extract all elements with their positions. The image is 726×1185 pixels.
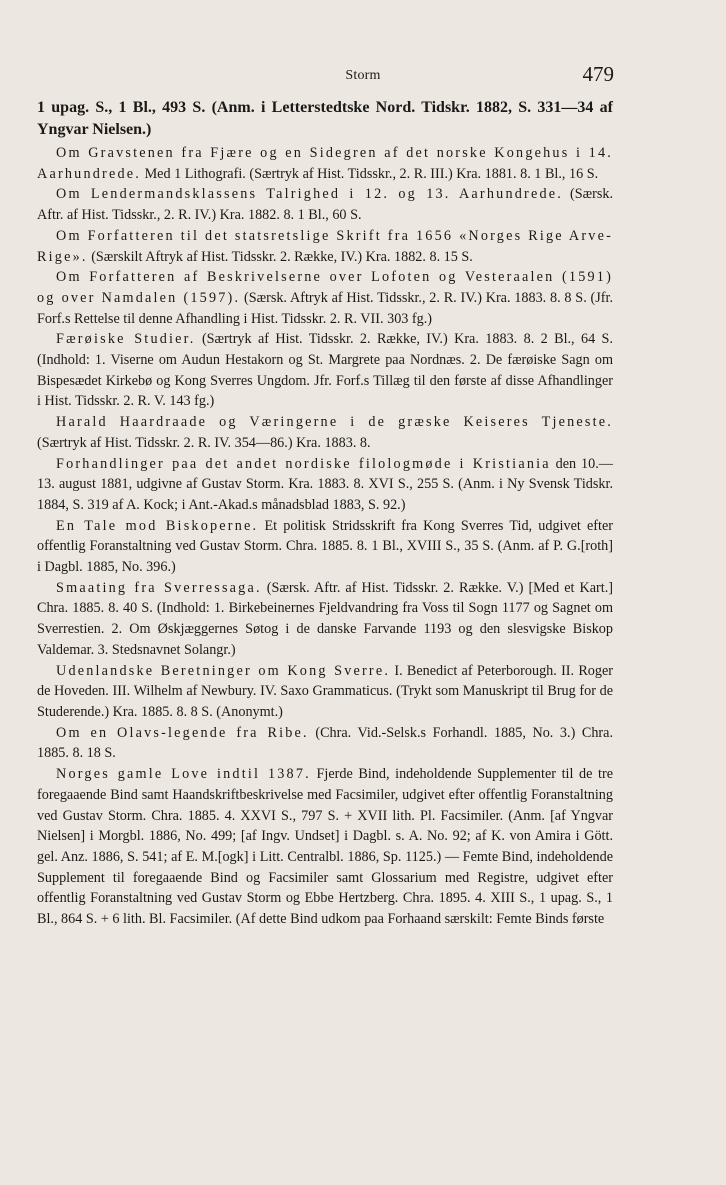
entry-title: Smaating fra Sverressaga. <box>56 579 262 596</box>
bibliography-entry <box>37 412 613 453</box>
entry-details: (Særsk. Aftryk af Hist. Tidsskr., 2. R. IV.) Kra. 1883. 8. 8 S. (Jfr. Forf.s Rettelse til denne Afhandling i Hist. Tidsskr. 2. R. VII. 303 fg.) <box>37 289 613 327</box>
bibliography-text <box>37 97 613 930</box>
bibliography-entry <box>37 516 613 578</box>
bibliography-entry <box>37 143 613 184</box>
entry-details: Fjerde Bind, indeholdende Supplementer til de tre foregaaende Bind samt Haandskriftbeskrivelse med Facsimiler, udgivet efter offentlig Foranstaltning ved Gustav Storm. Chra. 1885. 4. XXVI S., 797 S. + XVII lith. Pl. Facsimiler. (Anm. [af Yngvar Nielsen] i Morgbl. 1886, No. 499; [af Ingv. Undset] i Dagbl. s. A. No. 92; af K. von Amira i Gött. gel. Anz. 1886, S. 541; af E. M.[ogk] i Litt. Centralbl. 1886, Sp. 1125.) — Femte Bind, indeholdende Supplement til foregaaende Bind og Facsimiler samt Glossarium med Registre, udgivet efter offentlig Foranstaltning ved Gustav Storm og Ebbe Hertzberg. Chra. 1895. 4. XIII S., 1 upag. S., 1 Bl., 864 S. + 6 lith. Bl. Facsimiler. (Af dette Bind udkom paa Forhaand særskilt: Femte Binds første <box>37 766 614 928</box>
entry-continuation: 1 upag. S., 1 Bl., 493 S. (Anm. i Letterstedtske Nord. Tidskr. 1882, S. 331—34 af Yngvar Nielsen.) <box>37 99 613 138</box>
entry-details: (Særtryk af Hist. Tidsskr. 2. Række, IV.) Kra. 1883. 8. 2 Bl., 64 S. (Indhold: 1. Viserne om Audun Hestakorn og St. Margrete paa Nordnæs. 2. De færøiske Sagn om Bispesædet Kirkebø og Kong Sverres Ungdom. Jfr. Forf.s Tillæg til den første af disse Afhandlinger i Hist. Tidsskr. 2. R. V. 143 fg.) <box>37 331 613 410</box>
bibliography-entry <box>37 661 613 723</box>
entry-title: Norges gamle Love indtil 1387. <box>56 766 311 783</box>
entry-details: (Chra. Vid.-Selsk.s Forhandl. 1885, No. 3.) Chra. 1885. 8. 18 S. <box>37 724 613 762</box>
entry-title: Om Lendermandsklassens Talrighed i 12. og 13. Aarhundrede. <box>56 186 563 203</box>
page-number: 479 <box>582 62 614 86</box>
bibliography-entry <box>37 578 613 661</box>
entry-title: Harald Haardraade og Væringerne i de græske Keiseres Tjeneste. <box>56 414 613 431</box>
entry-title: Om Gravstenen fra Fjære og en Sidegren af det norske Kongehus i 14. Aarhundrede. <box>37 145 613 182</box>
entry-title: Om en Olavs-legende fra Ribe. <box>56 724 309 741</box>
entry-details: Et politisk Stridsskrift fra Kong Sverres Tid, udgivet efter offentlig Foranstaltning ved Gustav Storm. Chra. 1885. 8. 1 Bl., XVIII S., 35 S. (Anm. af P. G.[roth] i Dagbl. 1885, No. 396.) <box>37 517 613 576</box>
bibliography-entry <box>37 764 613 930</box>
entry-details: I. Benedict af Peterborough. II. Roger de Hoveden. III. Wilhelm af Newbury. IV. Saxo Grammaticus. (Trykt som Manuskript til Brug for de Studerende.) Kra. 1885. 8. 8 S. (Anonymt.) <box>37 662 613 720</box>
entry-details: (Særskilt Aftryk af Hist. Tidsskr. 2. Række, IV.) Kra. 1882. 8. 15 S. <box>87 248 473 265</box>
bibliography-entry <box>37 184 613 225</box>
entry-details: (Særsk. Aftr. af Hist. Tidsskr., 2. R. IV.) Kra. 1882. 8. 1 Bl., 60 S. <box>37 186 614 224</box>
bibliography-entry <box>37 226 613 267</box>
entry-details: (Særsk. Aftr. af Hist. Tidsskr. 2. Række. V.) [Med et Kart.] Chra. 1885. 8. 40 S. (Indhold: 1. Birkebeinernes Fjeldvandring fra Voss til Sogn 1177 og Sagnet om Sverrestien. 2. Om Øskjæggernes Søtog i de danske Farvande 1193 og den slesvigske Biskop Valdemar. 3. Stedsnavnet Solangr.) <box>37 579 613 658</box>
bibliography-entry <box>37 454 613 516</box>
entry-title: Forhandlinger paa det andet nordiske filologmøde i Kristiania <box>56 455 551 472</box>
entry-title: Om Forfatteren til det statsretslige Skrift fra 1656 «Norges Rige Arve-Rige». <box>37 227 613 265</box>
running-head: Storm <box>345 68 381 83</box>
entry-title: En Tale mod Biskoperne. <box>56 517 259 534</box>
entry-details: Med 1 Lithografi. (Særtryk af Hist. Tidsskr., 2. R. III.) Kra. 1881. 8. 1 Bl., 16 S. <box>141 165 599 182</box>
bibliography-entry <box>37 267 613 329</box>
entry-details: den 10.—13. august 1881, udgivne af Gustav Storm. Kra. 1883. 8. XVI S., 255 S. (Anm. i Ny Svensk Tidskr. 1884, S. 319 af A. Kock; i Ant.-Akad.s månadsblad 1883, S. 92.) <box>37 455 613 513</box>
entry-title: Færøiske Studier. <box>56 331 196 348</box>
bibliography-entry <box>37 723 613 764</box>
entry-title: Om Forfatteren af Beskrivelserne over Lofoten og Vesteraalen (1591) og over Namdalen (1597). <box>37 269 613 306</box>
entry-details: (Særtryk af Hist. Tidsskr. 2. R. IV. 354—86.) Kra. 1883. 8. <box>37 434 371 451</box>
bibliography-entry <box>37 329 613 412</box>
entry-title: Udenlandske Beretninger om Kong Sverre. <box>56 662 391 679</box>
